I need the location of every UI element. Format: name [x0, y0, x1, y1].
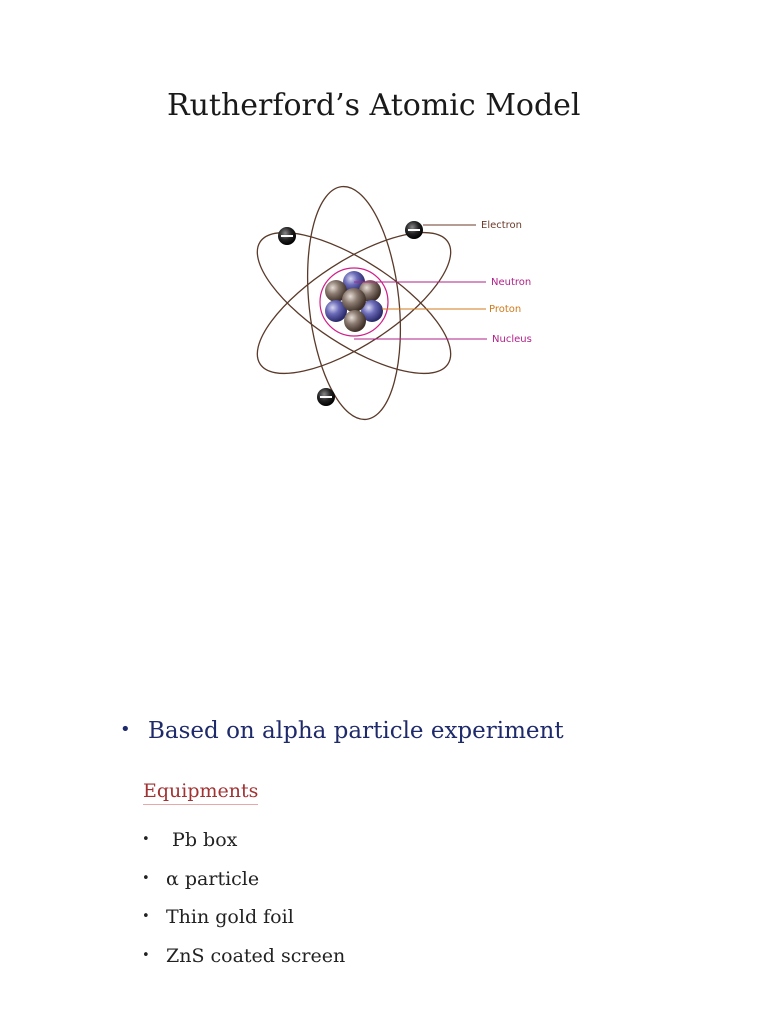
- proton-sphere: [344, 310, 366, 332]
- page-title: Rutherford’s Atomic Model: [167, 88, 581, 123]
- list-item: [142, 829, 345, 868]
- list-item: [142, 906, 345, 945]
- nucleus-label: Nucleus: [492, 334, 532, 345]
- list-item: [142, 868, 345, 907]
- electron-label: Electron: [481, 220, 523, 231]
- neutron-label: Neutron: [491, 277, 532, 288]
- list-item: [142, 945, 345, 984]
- list-item-text: Pb box: [166, 829, 238, 851]
- nucleus: [325, 271, 383, 332]
- bullet-dot: •: [142, 870, 150, 886]
- bullet-dot: •: [142, 832, 150, 847]
- section-heading: Equipments: [143, 780, 258, 805]
- atom-diagram: [230, 178, 540, 433]
- bullet-dot: •: [142, 909, 150, 924]
- atom-diagram-svg: [230, 178, 540, 433]
- proton-label: Proton: [489, 304, 522, 315]
- list-item-text: ZnS coated screen: [166, 944, 346, 967]
- list-item-text: Thin gold foil: [166, 906, 294, 928]
- bullet-dot: •: [120, 719, 131, 740]
- main-bullet: [120, 718, 564, 744]
- proton-sphere: [342, 288, 366, 312]
- equipment-list: [142, 829, 345, 983]
- bullet-dot: •: [142, 947, 150, 963]
- main-bullet-text: Based on alpha particle experiment: [148, 718, 564, 744]
- list-item-text: α particle: [166, 867, 260, 890]
